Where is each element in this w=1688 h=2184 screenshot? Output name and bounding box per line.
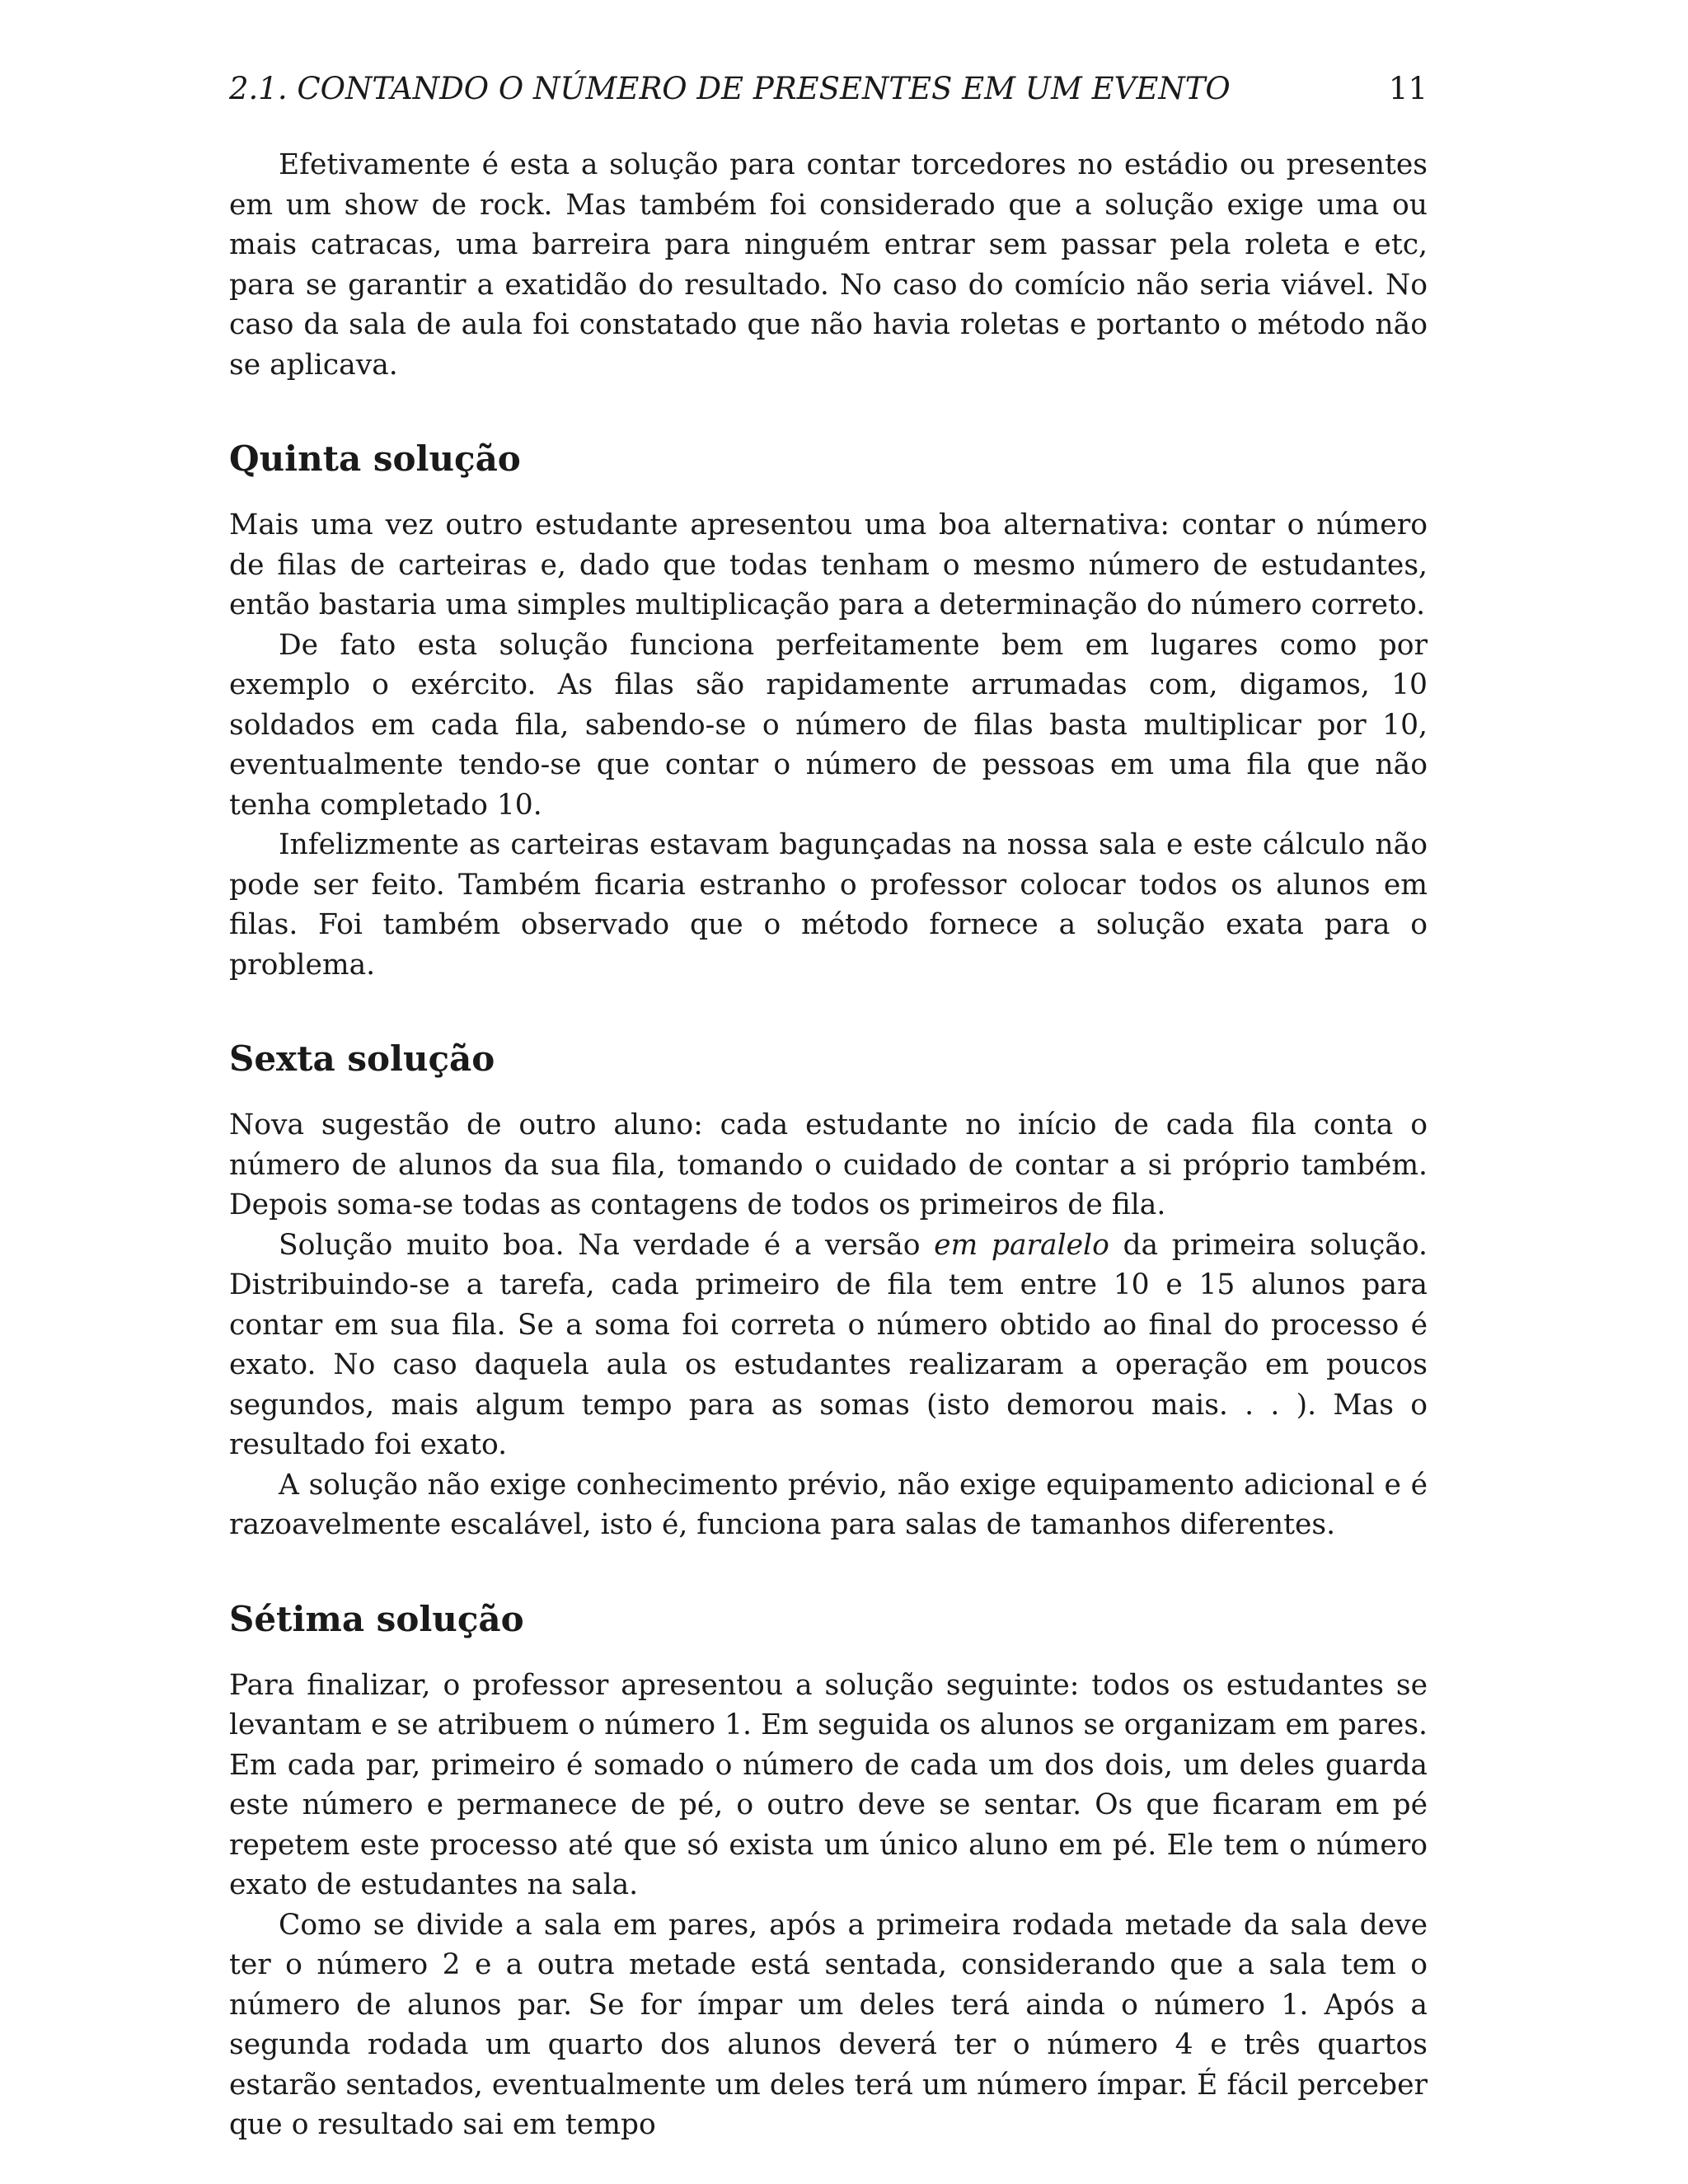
quinta-paragraph-3: Infelizmente as carteiras estavam bagunçadas na nossa sala e este cálculo não pode ser feito. Também ficaria estranho o professor colocar todos os alunos em filas. Foi também observado que o método fornece a solução exata para o problema. — [229, 828, 1428, 982]
sexta-p2-text-start: Solução muito boa. Na verdade é a versão — [279, 1228, 935, 1262]
setima-paragraph-2: Como se divide a sala em pares, após a primeira rodada metade da sala deve ter o número 2 e a outra metade está sentada, considerando que a sala tem o número de alunos par. Se for ímpar um deles terá ainda o número 1. Após a segunda rodada um quarto dos alunos deverá ter o número 4 e três quartos estarão sentados, eventualmente um deles terá um número ímpar. É fácil perceber que o resultado sai em tempo — [229, 1908, 1428, 2141]
setima-paragraph-1: Para finalizar, o professor apresentou a solução seguinte: todos os estudantes se levantam e se atribuem o número 1. Em seguida os alunos se organizam em pares. Em cada par, primeiro é somado o número de cada um dos dois, um deles guarda este número e permanece de pé, o outro deve se sentar. Os que ficaram em pé repetem este processo até que só exista um único aluno em pé. Ele tem o número exato de estudantes na sala. — [229, 1668, 1428, 1901]
sexta-paragraph-2 — [229, 1226, 1428, 1465]
page — [229, 64, 1428, 2145]
intro-paragraph: Efetivamente é esta a solução para contar torcedores no estádio ou presentes em um show de rock. Mas também foi considerado que a solução exige uma ou mais catracas, uma barreira para ninguém entrar sem passar pela roleta e etc, para se garantir a exatidão do resultado. No caso do comício não seria viável. No caso da sala de aula foi constatado que não havia roletas e portanto o método não se aplicava. — [229, 148, 1428, 382]
quinta-paragraph-2: De fato esta solução funciona perfeitamente bem em lugares como por exemplo o exército. As filas são rapidamente arrumadas com, digamos, 10 soldados em cada fila, sabendo-se o número de filas basta multiplicar por 10, eventualmente tendo-se que contar o número de pessoas em uma fila que não tenha completado 10. — [229, 628, 1428, 822]
header-section-title: 2.1. CONTANDO O NÚMERO DE PRESENTES EM UM EVENTO — [229, 71, 1231, 106]
page-number: 11 — [1388, 71, 1428, 106]
section-heading-sexta: Sexta solução — [229, 1038, 495, 1079]
sexta-paragraph-1: Nova sugestão de outro aluno: cada estudante no início de cada fila conta o número de alunos da sua fila, tomando o cuidado de contar a si próprio também. Depois soma-se todas as contagens de todos os primeiros de fila. — [229, 1108, 1428, 1221]
quinta-paragraph-1: Mais uma vez outro estudante apresentou uma boa alternativa: contar o número de filas de carteiras e, dado que todas tenham o mesmo número de estudantes, então bastaria uma simples multiplicação para a determinação do número correto. — [229, 509, 1428, 621]
sexta-paragraph-3: A solução não exige conhecimento prévio, não exige equipamento adicional e é razoavelmente escalável, isto é, funciona para salas de tamanhos diferentes. — [229, 1468, 1428, 1541]
section-heading-quinta: Quinta solução — [229, 438, 521, 479]
section-heading-setima: Sétima solução — [229, 1598, 524, 1639]
running-header — [229, 64, 1428, 114]
sexta-p2-text-end: da primeira solução. Distribuindo-se a tarefa, cada primeiro de fila tem entre 10 e 15 alunos para contar em sua fila. Se a soma foi correta o número obtido ao final do processo é exato. No caso daquela aula os estudantes realizaram a operação em poucos segundos, mais algum tempo para as somas (isto demorou mais. . . ). Mas o resultado foi exato. — [229, 1228, 1428, 1461]
sexta-p2-emphasis: em paralelo — [934, 1228, 1109, 1262]
